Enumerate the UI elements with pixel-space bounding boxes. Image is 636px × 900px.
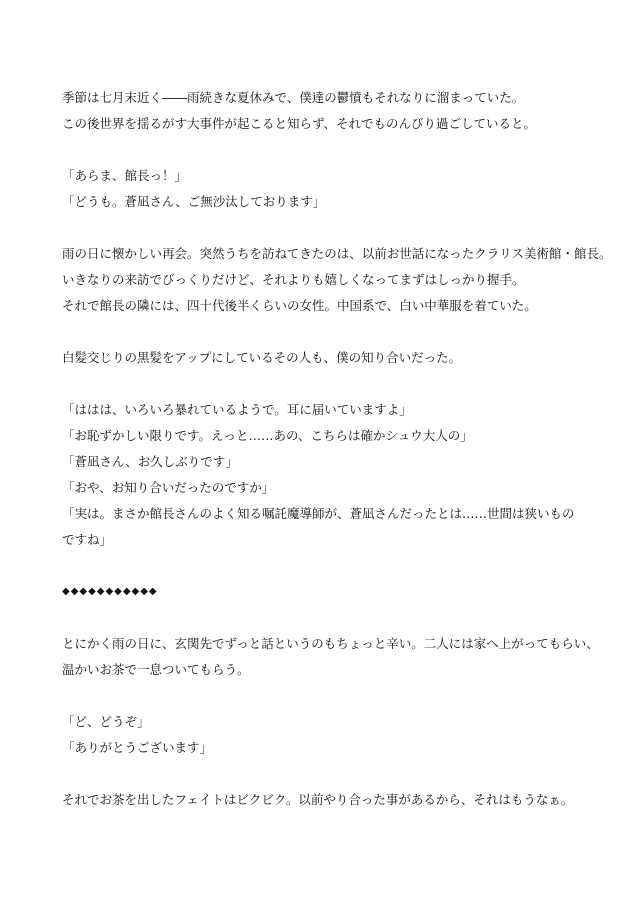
blank-line: [62, 137, 582, 163]
dialogue-line: 「ど、どうぞ」: [62, 714, 150, 729]
text-line: 白髪交じりの黒髪をアップにしているその人も、僕の知り合いだった。: [62, 350, 462, 365]
page-text: [62, 85, 612, 813]
scene-divider: ◆◆◆◆◆◆◆◆◆◆◆: [62, 586, 158, 597]
text-line: それで館長の隣には、四十代後半くらいの女性。中国系で、白い中華服を着ていた。: [62, 298, 537, 313]
dialogue-line: 「ははは、いろいろ暴れているようで。耳に届いていますよ」: [62, 402, 412, 417]
dialogue-conversation: [62, 397, 582, 553]
blank-line: [62, 553, 582, 579]
text-line: とにかく雨の日に、玄関先でずっと話というのもちょっと辛い。二人には家へ上がってもらい、: [62, 636, 599, 651]
text-line: いきなりの来訪でびっくりだけど、それよりも嬉しくなってまずはしっかり握手。: [62, 272, 525, 287]
dialogue-line: 「実は。まさか館長さんのよく知る嘱託魔導師が、蒼凪さんだったとは……世間は狭いものですね」: [62, 506, 575, 547]
paragraph-reunion: [62, 241, 612, 319]
dialogue-line: 「ありがとうございます」: [62, 740, 213, 755]
blank-line: [62, 215, 582, 241]
paragraph-fate: [62, 787, 582, 813]
text-line: 雨の日に懐かしい再会。突然うちを訪ねてきたのは、以前お世話になったクラリス美術館・館長。: [62, 246, 612, 261]
dialogue-line: 「おや、お知り合いだったのですか」: [62, 480, 275, 495]
blank-line: [62, 605, 582, 631]
paragraph-entrance: [62, 631, 599, 683]
dialogue-line: 「どうも。蒼凪さん、ご無沙汰しております」: [62, 194, 326, 209]
blank-line: [62, 761, 582, 787]
blank-line: [62, 683, 582, 709]
dialogue-line: 「お恥ずかしい限りです。えっと……あの、こちらは確かシュウ大人の」: [62, 428, 473, 443]
dialogue-line: 「あらま、館長っ！」: [62, 168, 188, 183]
dialogue-greeting: [62, 163, 582, 215]
paragraph-opening: [62, 85, 582, 137]
blank-line: [62, 371, 582, 397]
text-line: それでお茶を出したフェイトはビクビク。以前やり合った事があるから、それはもうなぁ。: [62, 792, 574, 807]
dialogue-tea: [62, 709, 582, 761]
text-line: 季節は七月末近く――雨続きな夏休みで、僕達の鬱憤もそれなりに溜まっていた。: [62, 90, 525, 105]
dialogue-line: 「蒼凪さん、お久しぶりです」: [62, 454, 238, 469]
blank-line: [62, 319, 582, 345]
text-line: この後世界を揺るがす大事件が起こると知らず、それでものんびり過ごしていると。: [62, 116, 537, 131]
paragraph-acquaintance: [62, 345, 582, 371]
text-line: 温かいお茶で一息ついてもらう。: [62, 662, 250, 677]
